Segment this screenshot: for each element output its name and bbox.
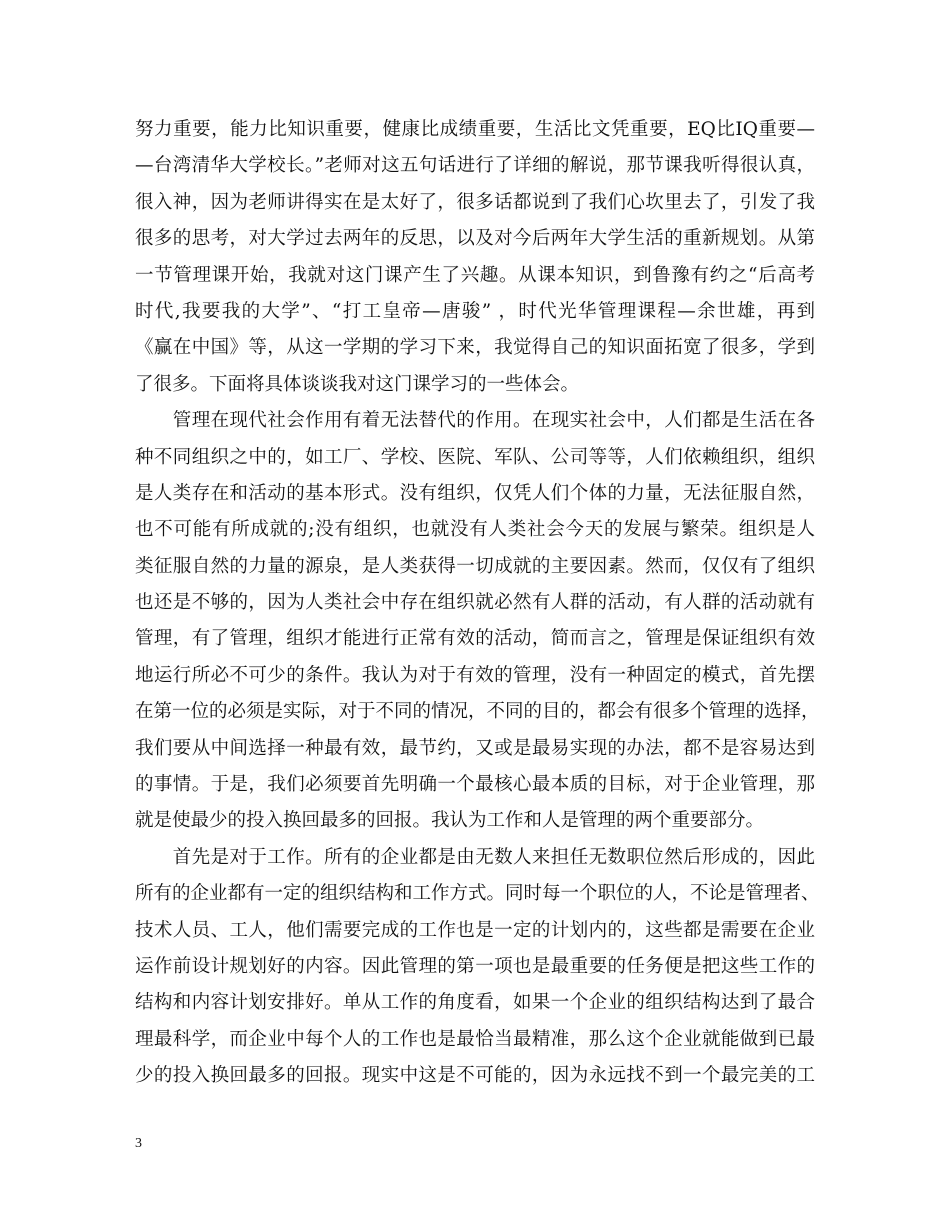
text-line: 少的投入换回最多的回报。现实中这是不可能的，因为永远找不到一个最完美的工 [135,1065,815,1087]
text-line: 类征服自然的力量的源泉，是人类获得一切成就的主要因素。然而，仅仅有了组织 [135,555,815,577]
text-line: 理最科学，而企业中每个人的工作也是最恰当最精准，那么这个企业就能做到已最 [135,1028,815,1050]
page-number: 3 [135,1136,142,1151]
text-line: 我们要从中间选择一种最有效，最节约，又或是最易实现的办法，都不是容易达到 [135,737,815,759]
text-line: 技术人员、工人，他们需要完成的工作也是一定的计划内的，这些都是需要在企业 [135,919,815,941]
text-line: 所有的企业都有一定的组织结构和工作方式。同时每一个职位的人，不论是管理者、 [135,883,820,905]
text-line: 很多的思考，对大学过去两年的反思，以及对今后两年大学生活的重新规划。从第 [135,228,815,250]
text-line: 也还是不够的，因为人类社会中存在组织就必然有人群的活动，有人群的活动就有 [135,592,815,614]
text-line: —台湾清华大学校长。”老师对这五句话进行了详细的解说，那节课我听得很认真， [135,155,815,177]
text-line: 管理，有了管理，组织才能进行正常有效的活动，简而言之，管理是保证组织有效 [135,628,815,650]
text-line: 种不同组织之中的，如工厂、学校、医院、军队、公司等等，人们依赖组织，组织 [135,446,815,468]
text-line: 一节管理课开始，我就对这门课产生了兴趣。从课本知识，到鲁豫有约之“后高考 [135,264,815,286]
text-line: 是人类存在和活动的基本形式。没有组织，仅凭人们个体的力量，无法征服自然， [135,482,815,504]
text-line: 首先是对于工作。所有的企业都是由无数人来担任无数职位然后形成的，因此 [135,846,815,868]
text-line: 的事情。于是，我们必须要首先明确一个最核心最本质的目标，对于企业管理，那 [135,774,815,796]
text-line: 在第一位的必须是实际，对于不同的情况，不同的目的，都会有很多个管理的选择， [135,701,820,723]
text-line: 《赢在中国》等，从这一学期的学习下来，我觉得自己的知识面拓宽了很多，学到 [135,337,815,359]
text-line: 就是使最少的投入换回最多的回报。我认为工作和人是管理的两个重要部分。 [135,810,765,832]
text-line: 很入神，因为老师讲得实在是太好了，很多话都说到了我们心坎里去了，引发了我 [135,191,815,213]
document-body [135,112,820,1095]
text-line: 努力重要，能力比知识重要，健康比成绩重要，生活比文凭重要，EQ比IQ重要— [135,119,815,140]
text-line: 结构和内容计划安排好。单从工作的角度看，如果一个企业的组织结构达到了最合 [135,992,815,1014]
text-line: 运作前设计规划好的内容。因此管理的第一项也是最重要的任务便是把这些工作的 [135,955,815,977]
text-line: 地运行所必不可少的条件。我认为对于有效的管理，没有一种固定的模式，首先摆 [135,664,815,686]
text-line: 时代,我要我的大学”、“打工皇帝—唐骏” ，时代光华管理课程—余世雄，再到 [135,300,815,322]
text-line: 了很多。下面将具体谈谈我对这门课学习的一些体会。 [135,373,580,395]
text-line: 管理在现代社会作用有着无法替代的作用。在现实社会中，人们都是生活在各 [135,410,815,432]
text-line: 也不可能有所成就的;没有组织，也就没有人类社会今天的发展与繁荣。组织是人 [135,519,815,541]
